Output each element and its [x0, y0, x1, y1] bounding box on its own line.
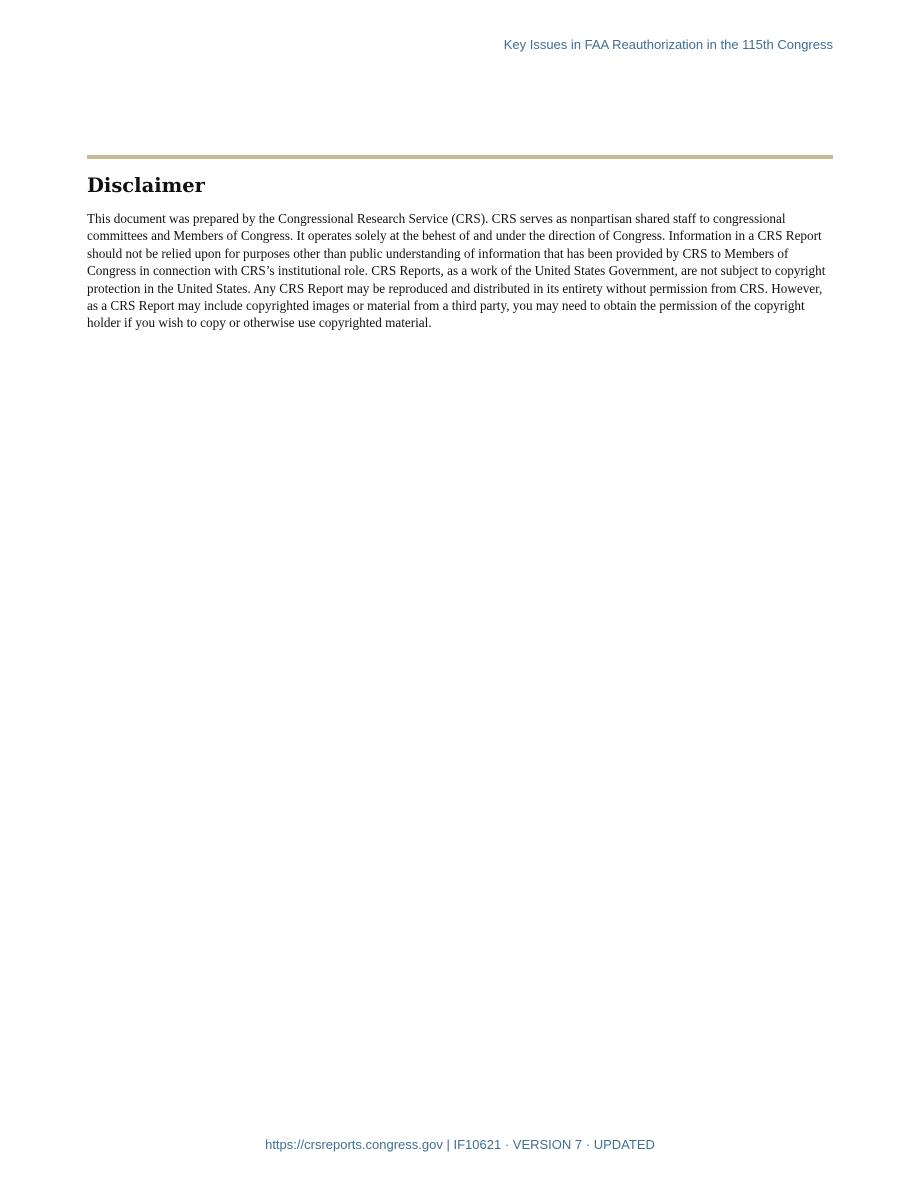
footer-version: VERSION 7: [512, 1137, 583, 1152]
section-divider: [87, 155, 833, 159]
running-header: Key Issues in FAA Reauthorization in the 115th Congress: [503, 37, 833, 52]
footer-status: UPDATED: [593, 1137, 655, 1152]
footer-url[interactable]: https://crsreports.congress.gov: [265, 1137, 443, 1152]
section-title: Disclaimer: [87, 174, 205, 197]
page-footer: [0, 1137, 920, 1152]
footer-dot-separator: ·: [585, 1137, 591, 1152]
footer-dot-separator: ·: [504, 1137, 510, 1152]
disclaimer-text: This document was prepared by the Congressional Research Service (CRS). CRS serves as nonpartisan shared staff to congressional committees and Members of Congress. It operates solely at the behest of and under the direction of Congress. Information in a CRS Report should not be relied upon for purposes other than public understanding of information that has been provided by CRS to Members of Congress in connection with CRS’s institutional role. CRS Reports, as a work of the United States Government, are not subject to copyright protection in the United States. Any CRS Report may be reproduced and distributed in its entirety without permission from CRS. However, as a CRS Report may include copyrighted images or material from a third party, you may need to obtain the permission of the copyright holder if you wish to copy or otherwise use copyrighted material.: [87, 211, 826, 331]
footer-report-id: IF10621: [453, 1137, 502, 1152]
footer-divider: |: [446, 1137, 450, 1152]
